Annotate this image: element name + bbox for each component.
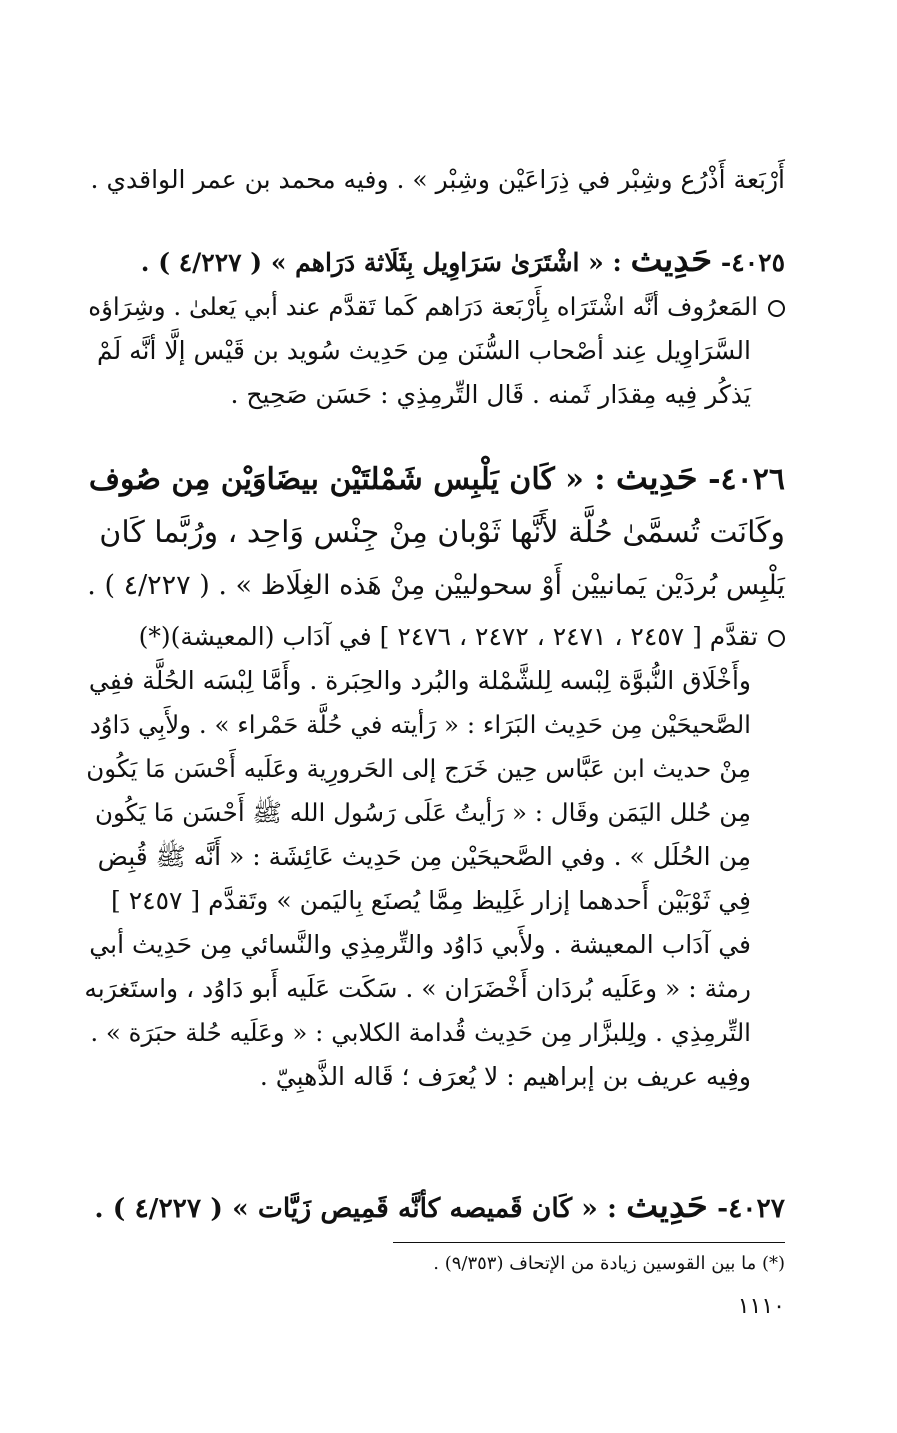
hadith-4027-heading bbox=[85, 1180, 785, 1235]
comment-circle-icon bbox=[768, 300, 785, 317]
comment-line: مِن الحُلَل » . وفي الصَّحيحَيْن مِن حَدِيث عَائِشَة : « أَنَّه ﷺ قُبِض bbox=[97, 842, 751, 871]
hadith-keyword: حَدِيث bbox=[626, 1186, 708, 1226]
hadith-text-line: وكَانَت تُسمَّىٰ حُلَّة لأَنَّها ثَوْبان مِنْ جِنْس وَاحِد ، ورُبَّما كَان bbox=[99, 515, 785, 550]
hadith-keyword: حَدِيث bbox=[630, 240, 713, 280]
comment-line: الصَّحيحَيْن مِن حَدِيث البَرَاء : « رَأيته في حُلَّة حَمْراء » . ولأَبِي دَاوُد bbox=[89, 710, 751, 739]
hadith-number: ٤٠٢٥- bbox=[720, 248, 785, 277]
hadith-number: ٤٠٢٧- bbox=[717, 1193, 785, 1224]
comment-line: السَّرَاوِيل عِند أصْحاب السُّنَن مِن حَدِيث سُويد بن قَيْس إلَّا أنَّه لَمْ bbox=[96, 336, 751, 365]
intro-block bbox=[85, 158, 785, 202]
hadith-4025 bbox=[85, 238, 785, 417]
footnote: (*) ما بين القوسين زيادة من الإتحاف (٩/٣٥٣) . bbox=[433, 1253, 785, 1274]
comment-line: يَذكُر فِيه مِقدَار ثَمنه . قَال التِّرمِذِي : حَسَن صَحِيح . bbox=[230, 380, 751, 409]
page-number: ١١١٠ bbox=[737, 1294, 785, 1319]
hadith-4026-comment bbox=[85, 615, 785, 1099]
hadith-keyword: حَدِيث bbox=[615, 458, 698, 498]
hadith-number: ٤٠٢٦- bbox=[708, 462, 785, 497]
comment-line: فِي ثَوْبَيْن أَحدهما إزار غَلِيظ مِمَّا يُصنَع بِاليَمن » وتَقدَّم [ ٢٤٥٧ ] bbox=[111, 886, 751, 915]
comment-line: وأَخْلَاق النُّبوَّة لِبْسه لِلشَّمْلة والبُرد والحِبَرة . وأَمَّا لِبْسَه الحُلَّة ففِي bbox=[88, 666, 751, 695]
hadith-4026-heading bbox=[85, 452, 785, 506]
hadith-4027 bbox=[85, 1180, 785, 1235]
hadith-text: : « كَان قَميصه كأنَّه قَمِيص زَيَّات » ( ٤/٢٢٧ ) . bbox=[94, 1193, 617, 1224]
comment-circle-icon bbox=[768, 630, 785, 647]
comment-line: التِّرمِذِي . ولِلبزَّار مِن حَدِيث قُدامة الكلابي : « وعَلَيه حُلة حبَرَة » . bbox=[90, 1018, 751, 1047]
intro-line: أَرْبَعة أَذْرُع وشِبْر في ذِرَاعَيْن وشِبْر » . وفيه محمد بن عمر الواقدي . bbox=[90, 165, 785, 194]
comment-line: مِنْ حديث ابن عَبَّاس حِين خَرَج إلى الحَرورِية وعَلَيه أَحْسَن مَا يَكُون bbox=[86, 754, 751, 783]
comment-line: المَعرُوف أنَّه اشْتَرَاه بِأَرْبَعة دَرَاهم كَما تَقدَّم عند أبي يَعلىٰ . وشِرَاؤه bbox=[85, 285, 785, 329]
comment-line: تقدَّم [ ٢٤٥٧ ، ٢٤٧١ ، ٢٤٧٢ ، ٢٤٧٦ ] في آدَاب (المعيشة)(*) bbox=[85, 615, 785, 659]
hadith-4025-heading bbox=[85, 238, 785, 285]
footnote-divider bbox=[393, 1242, 785, 1243]
hadith-4026 bbox=[85, 452, 785, 612]
comment-line: وفِيه عريف بن إبراهيم : لا يُعرَف ؛ قَاله الذَّهبِيّ . bbox=[259, 1062, 751, 1091]
comment-line: رمثة : « وعَلَيه بُردَان أَخْضَرَان » . سَكَت عَلَيه أَبو دَاوُد ، واستَغرَبه bbox=[84, 974, 751, 1003]
hadith-text-line: يَلْبِس بُردَيْن يَمانييْن أَوْ سحولييْن مِنْ هَذه الغِلَاظ » . ( ٤/٢٢٧ ) . bbox=[87, 570, 785, 601]
comment-line: في آدَاب المعيشة . ولأَبي دَاوُد والتِّرمِذِي والنَّسائي مِن حَدِيث أبي bbox=[89, 930, 751, 959]
hadith-text: : « اشْتَرَىٰ سَرَاوِيل بِثَلَاثة دَرَاهم » ( ٤/٢٢٧ ) . bbox=[140, 248, 622, 277]
hadith-text: : « كَان يَلْبِس شَمْلتَيْن بيضَاوَيْن مِن صُوف bbox=[88, 462, 606, 497]
comment-line: مِن حُلل اليَمَن وقَال : « رَأيتُ عَلَى رَسُول الله ﷺ أَحْسَن مَا يَكُون bbox=[95, 798, 751, 827]
